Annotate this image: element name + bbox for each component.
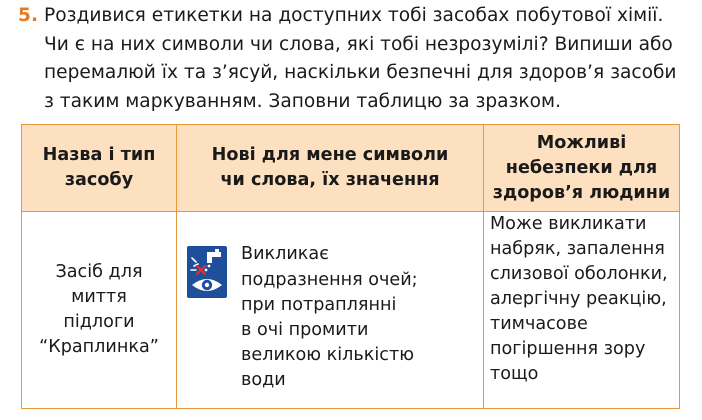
hazard-line-6: погіршення зору — [490, 339, 646, 359]
header-symbols-line-2: чи слова, їх значення — [220, 170, 440, 190]
symbol-line-1: Викликає — [241, 244, 329, 265]
header-hazards — [484, 125, 680, 212]
symbol-line-5: великою кількістю — [241, 345, 415, 366]
name-line-2: миття — [71, 287, 127, 307]
task-line-1 — [18, 2, 694, 31]
task-number: 5. — [18, 5, 39, 26]
table-row — [22, 212, 680, 409]
symbol-line-3: при потраплянні — [241, 294, 397, 315]
task-line-3: перемалюй їх та з’ясуй, наскільки безпечні для здоров’я засоби — [44, 62, 677, 83]
header-hazards-line-1: Можливі — [536, 132, 627, 153]
symbol-wrap — [177, 226, 483, 393]
header-symbols-line-1: Нові для мене символи — [211, 145, 449, 165]
name-line-4: “Краплинка” — [39, 337, 159, 357]
symbol-line-6: води — [241, 370, 286, 391]
header-name-type — [22, 125, 177, 212]
cell-symbol-meaning — [177, 212, 484, 409]
task-line-text-1: Роздивися етикетки на доступних тобі засобах побутової хімії. — [44, 5, 664, 26]
hazard-line-3: слизової оболонки, — [490, 264, 668, 284]
cell-health-hazards — [484, 212, 680, 409]
task-line-2: Чи є на них символи чи слова, які тобі незрозумілі? Випиши або — [44, 33, 673, 55]
hazard-line-1: Може викликати — [490, 214, 647, 234]
table-header-row — [22, 125, 680, 212]
hazard-line-7: тощо — [490, 364, 539, 384]
symbol-line-4: в очі промити — [241, 320, 369, 340]
symbol-line-2: подразнення очей; — [241, 269, 418, 290]
cell-product-name — [22, 212, 177, 409]
eye-hazard-icon — [187, 246, 227, 298]
header-new-symbols — [177, 125, 484, 212]
task-line-4: з таким маркуванням. Заповни таблицю за зразком. — [44, 90, 561, 112]
sample-table — [21, 124, 680, 409]
header-name-line-2: засобу — [64, 170, 134, 190]
task-text — [18, 2, 694, 116]
hazard-line-4: алергічну реакцію, — [490, 289, 667, 309]
symbol-meaning-text — [241, 242, 418, 393]
header-hazards-line-2: небезпеки для — [505, 157, 658, 178]
name-line-1: Засіб для — [55, 262, 143, 282]
name-line-3: підлоги — [63, 312, 135, 332]
hazard-line-5: тимчасове — [490, 314, 588, 334]
hazard-line-2: набряк, запалення — [490, 239, 665, 259]
header-name-line-1: Назва і тип — [42, 145, 156, 165]
header-hazards-line-3: здоров’я людини — [492, 182, 671, 203]
